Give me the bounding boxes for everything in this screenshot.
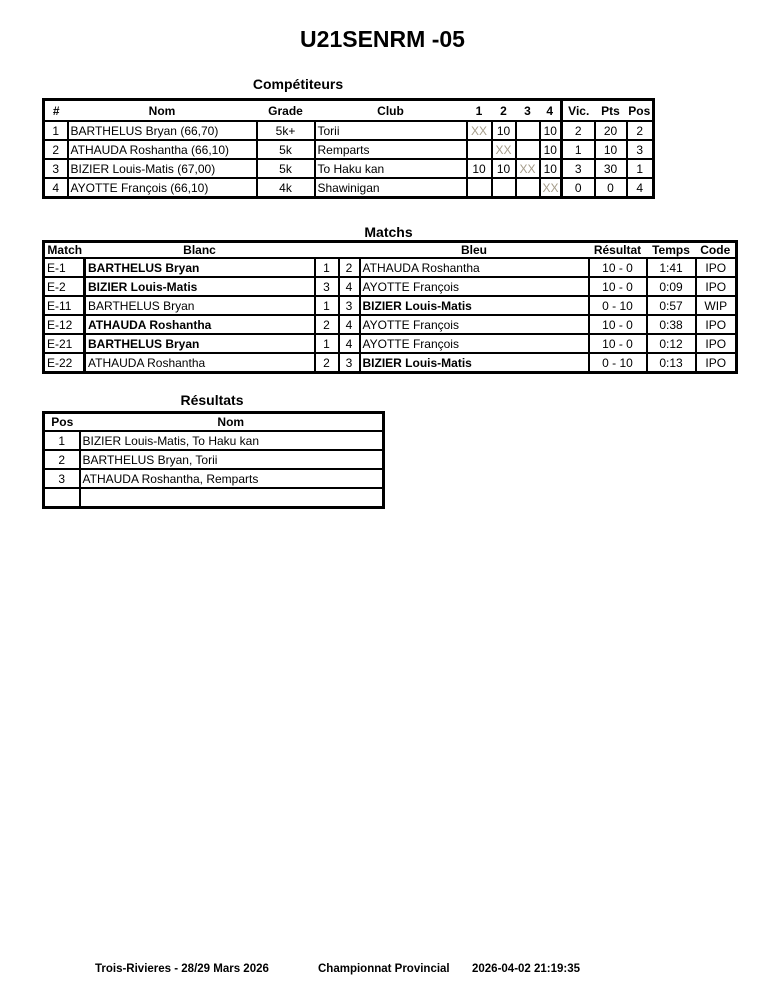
cell-round-3 [516,178,540,198]
matches-table [42,240,738,374]
cell-temps: 0:57 [647,296,696,315]
table-row [44,450,384,469]
cell-vic: 0 [562,178,595,198]
cell-name: BIZIER Louis-Matis, To Haku kan [80,431,384,450]
cell-pos: 4 [627,178,654,198]
cell-pos: 3 [627,140,654,159]
cell-name: BARTHELUS Bryan (66,70) [68,121,257,140]
header-grade: Grade [257,100,315,122]
page-footer [0,963,765,979]
cell-round-4: 10 [540,121,562,140]
cell-blanc-name: BARTHELUS Bryan [85,258,315,277]
cell-bleu-num: 2 [339,258,360,277]
cell-blanc-num: 1 [315,258,339,277]
header-resultat: Résultat [589,242,647,259]
cell-round-2: 10 [492,121,516,140]
cell-resultat: 10 - 0 [589,277,647,296]
cell-match-id: E-12 [44,315,85,334]
cell-round-4: 10 [540,140,562,159]
competitors-table [42,98,655,199]
table-row [44,469,384,488]
cell-bleu-num: 3 [339,353,360,373]
footer-championship: Championnat Provincial [318,963,450,975]
cell-blanc-num: 3 [315,277,339,296]
cell-blanc-num: 2 [315,315,339,334]
competitors-section-title: Compétiteurs [252,76,344,92]
cell-temps: 1:41 [647,258,696,277]
header-blanc: Blanc [85,242,315,259]
header-code: Code [696,242,737,259]
cell-name: ATHAUDA Roshantha (66,10) [68,140,257,159]
header-round-3: 3 [516,100,540,122]
header-club: Club [315,100,467,122]
cell-blanc-name: BARTHELUS Bryan [85,296,315,315]
cell-name: ATHAUDA Roshantha, Remparts [80,469,384,488]
cell-vic: 2 [562,121,595,140]
footer-timestamp: 2026-04-02 21:19:35 [472,963,581,975]
cell-resultat: 10 - 0 [589,258,647,277]
cell-temps: 0:12 [647,334,696,353]
cell-pts: 10 [595,140,627,159]
table-row [44,334,737,353]
cell-pts: 0 [595,178,627,198]
cell-pos [44,488,80,508]
cell-match-id: E-11 [44,296,85,315]
table-row [44,296,737,315]
cell-blanc-num: 2 [315,353,339,373]
cell-name: AYOTTE François (66,10) [68,178,257,198]
cell-round-1: 10 [467,159,492,178]
cell-round-4: 10 [540,159,562,178]
cell-round-1 [467,178,492,198]
table-row [44,488,384,508]
matches-header-row [44,242,737,259]
cell-num: 1 [44,121,68,140]
header-temps: Temps [647,242,696,259]
cell-club: Shawinigan [315,178,467,198]
matches-section-title: Matchs [364,224,413,240]
header-nom: Nom [68,100,257,122]
cell-club: Remparts [315,140,467,159]
cell-blanc-num: 1 [315,296,339,315]
cell-bleu-name: AYOTTE François [360,277,589,296]
cell-resultat: 10 - 0 [589,334,647,353]
header-numbers-spacer [315,242,360,259]
cell-round-1: XX [467,121,492,140]
results-table [42,411,385,509]
cell-pos: 1 [627,159,654,178]
cell-name: BIZIER Louis-Matis (67,00) [68,159,257,178]
table-row [44,431,384,450]
cell-bleu-name: AYOTTE François [360,315,589,334]
table-row [44,353,737,373]
cell-pos: 1 [44,431,80,450]
cell-round-3: XX [516,159,540,178]
table-row [44,178,654,198]
table-row [44,140,654,159]
header-round-1: 1 [467,100,492,122]
cell-bleu-name: BIZIER Louis-Matis [360,353,589,373]
cell-bleu-name: AYOTTE François [360,334,589,353]
cell-bleu-num: 3 [339,296,360,315]
cell-num: 3 [44,159,68,178]
cell-resultat: 0 - 10 [589,353,647,373]
cell-pos: 3 [44,469,80,488]
cell-name: BARTHELUS Bryan, Torii [80,450,384,469]
header-round-4: 4 [540,100,562,122]
cell-grade: 5k [257,159,315,178]
cell-temps: 0:38 [647,315,696,334]
cell-bleu-name: ATHAUDA Roshantha [360,258,589,277]
cell-pos: 2 [44,450,80,469]
table-row [44,121,654,140]
cell-blanc-name: BARTHELUS Bryan [85,334,315,353]
cell-resultat: 10 - 0 [589,315,647,334]
page-title: U21SENRM -05 [300,26,465,52]
cell-code: IPO [696,258,737,277]
cell-bleu-num: 4 [339,277,360,296]
table-row [44,315,737,334]
cell-resultat: 0 - 10 [589,296,647,315]
table-row [44,159,654,178]
header-num: # [44,100,68,122]
cell-match-id: E-2 [44,277,85,296]
cell-code: IPO [696,277,737,296]
cell-blanc-name: ATHAUDA Roshantha [85,315,315,334]
header-bleu: Bleu [360,242,589,259]
cell-vic: 1 [562,140,595,159]
header-pos: Pos [627,100,654,122]
cell-pts: 20 [595,121,627,140]
cell-match-id: E-22 [44,353,85,373]
cell-round-2 [492,178,516,198]
cell-code: IPO [696,315,737,334]
cell-grade: 5k+ [257,121,315,140]
cell-pts: 30 [595,159,627,178]
cell-num: 4 [44,178,68,198]
results-section-title: Résultats [180,392,244,408]
cell-temps: 0:13 [647,353,696,373]
cell-match-id: E-1 [44,258,85,277]
footer-venue-date: Trois-Rivieres - 28/29 Mars 2026 [95,963,269,975]
table-row [44,258,737,277]
cell-code: IPO [696,353,737,373]
header-round-2: 2 [492,100,516,122]
header-pos: Pos [44,413,80,432]
header-match: Match [44,242,85,259]
cell-code: IPO [696,334,737,353]
cell-round-4: XX [540,178,562,198]
header-vic: Vic. [562,100,595,122]
cell-bleu-name: BIZIER Louis-Matis [360,296,589,315]
cell-blanc-name: BIZIER Louis-Matis [85,277,315,296]
cell-round-2: XX [492,140,516,159]
cell-pos: 2 [627,121,654,140]
cell-code: WIP [696,296,737,315]
cell-round-2: 10 [492,159,516,178]
cell-blanc-num: 1 [315,334,339,353]
competitors-header-row [44,100,654,122]
cell-club: Torii [315,121,467,140]
cell-name [80,488,384,508]
cell-grade: 5k [257,140,315,159]
cell-club: To Haku kan [315,159,467,178]
cell-blanc-name: ATHAUDA Roshantha [85,353,315,373]
results-header-row [44,413,384,432]
cell-round-3 [516,121,540,140]
cell-round-3 [516,140,540,159]
cell-grade: 4k [257,178,315,198]
header-nom: Nom [80,413,384,432]
cell-num: 2 [44,140,68,159]
cell-temps: 0:09 [647,277,696,296]
cell-bleu-num: 4 [339,315,360,334]
table-row [44,277,737,296]
cell-match-id: E-21 [44,334,85,353]
cell-vic: 3 [562,159,595,178]
cell-bleu-num: 4 [339,334,360,353]
cell-round-1 [467,140,492,159]
header-pts: Pts [595,100,627,122]
